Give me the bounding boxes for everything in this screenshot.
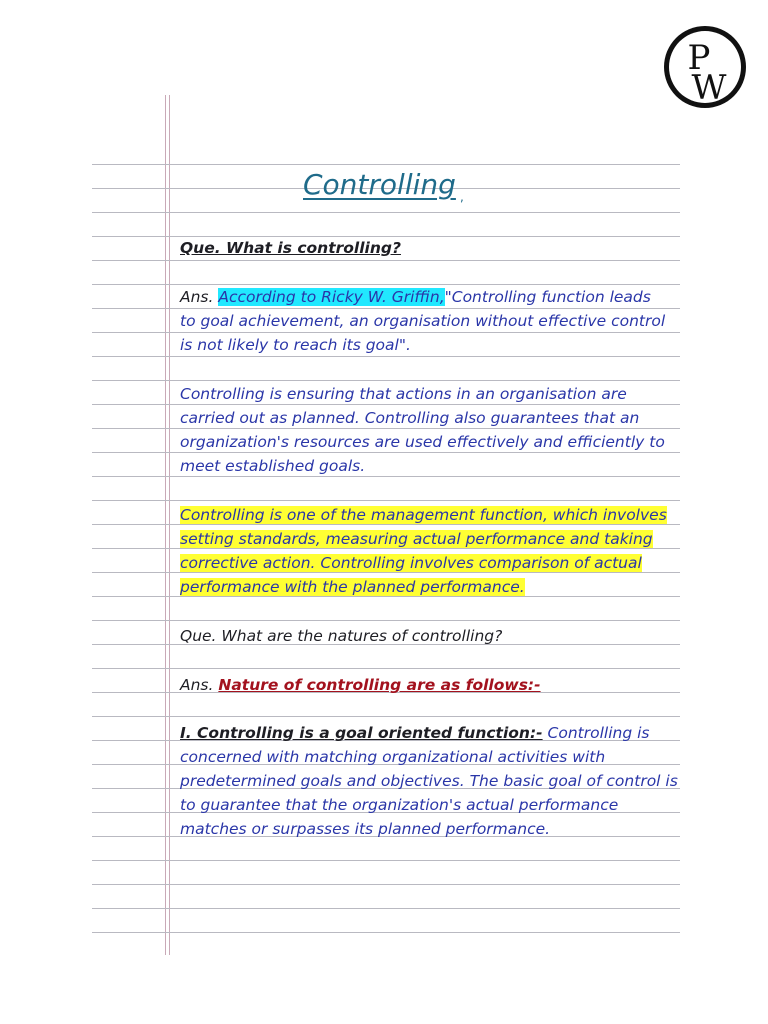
point-1-line: matches or surpasses its planned performance. xyxy=(180,820,551,838)
paragraph-3-line xyxy=(180,551,642,575)
answer-2-prefix: Ans. xyxy=(180,676,214,694)
margin-line xyxy=(169,95,170,955)
paragraph-3-line xyxy=(180,527,653,551)
ruled-line xyxy=(92,620,680,621)
question-1: Que. What is controlling? xyxy=(180,239,401,257)
point-1-heading: I. Controlling is a goal oriented function:- xyxy=(180,724,543,742)
ruled-line xyxy=(92,860,680,861)
margin-line xyxy=(165,95,166,955)
paragraph-2-line: carried out as planned. Controlling also guarantees that an xyxy=(180,409,640,427)
ruled-line xyxy=(92,884,680,885)
question-2: Que. What are the natures of controlling? xyxy=(180,627,503,645)
point-1-line: predetermined goals and objectives. The basic goal of control is xyxy=(180,772,678,790)
answer-1-quote-start: "Controlling function leads xyxy=(444,288,651,306)
paragraph-3-line xyxy=(180,575,525,599)
point-1-text-start: Controlling is xyxy=(547,724,650,742)
point-1-line-1 xyxy=(180,721,650,745)
paragraph-2-line: Controlling is ensuring that actions in an organisation are xyxy=(180,385,627,403)
answer-1-line-1 xyxy=(180,285,651,309)
highlighted-text: setting standards, measuring actual performance and taking xyxy=(180,530,653,548)
highlighted-text: performance with the planned performance. xyxy=(180,578,525,596)
answer-1-line-2: to goal achievement, an organisation without effective control xyxy=(180,312,666,330)
answer-1-prefix: Ans. xyxy=(180,288,214,306)
griffin-citation: According to Ricky W. Griffin, xyxy=(218,288,445,306)
page-title: Controlling xyxy=(303,168,456,201)
logo-letter-p: P xyxy=(687,38,711,78)
point-1-line: to guarantee that the organization's actual performance xyxy=(180,796,619,814)
nature-heading: Nature of controlling are as follows:- xyxy=(218,676,541,694)
ruled-line xyxy=(92,716,680,717)
highlighted-text: Controlling is one of the management function, which involves xyxy=(180,506,667,524)
title-mark: , xyxy=(460,190,464,204)
paragraph-2-line: meet established goals. xyxy=(180,457,366,475)
logo-letter-w: W xyxy=(691,68,727,108)
point-1-line: concerned with matching organizational activities with xyxy=(180,748,606,766)
ruled-line xyxy=(92,380,680,381)
ruled-line xyxy=(92,908,680,909)
answer-2 xyxy=(180,673,541,697)
ruled-line xyxy=(92,500,680,501)
ruled-line xyxy=(92,260,680,261)
ruled-line xyxy=(92,932,680,933)
paragraph-2-line: organization's resources are used effectively and efficiently to xyxy=(180,433,665,451)
paragraph-3-line xyxy=(180,503,667,527)
ruled-line xyxy=(92,212,680,213)
highlighted-text: corrective action. Controlling involves comparison of actual xyxy=(180,554,642,572)
ruled-line xyxy=(92,668,680,669)
answer-1-line-3: is not likely to reach its goal". xyxy=(180,336,411,354)
ruled-line xyxy=(92,164,680,165)
